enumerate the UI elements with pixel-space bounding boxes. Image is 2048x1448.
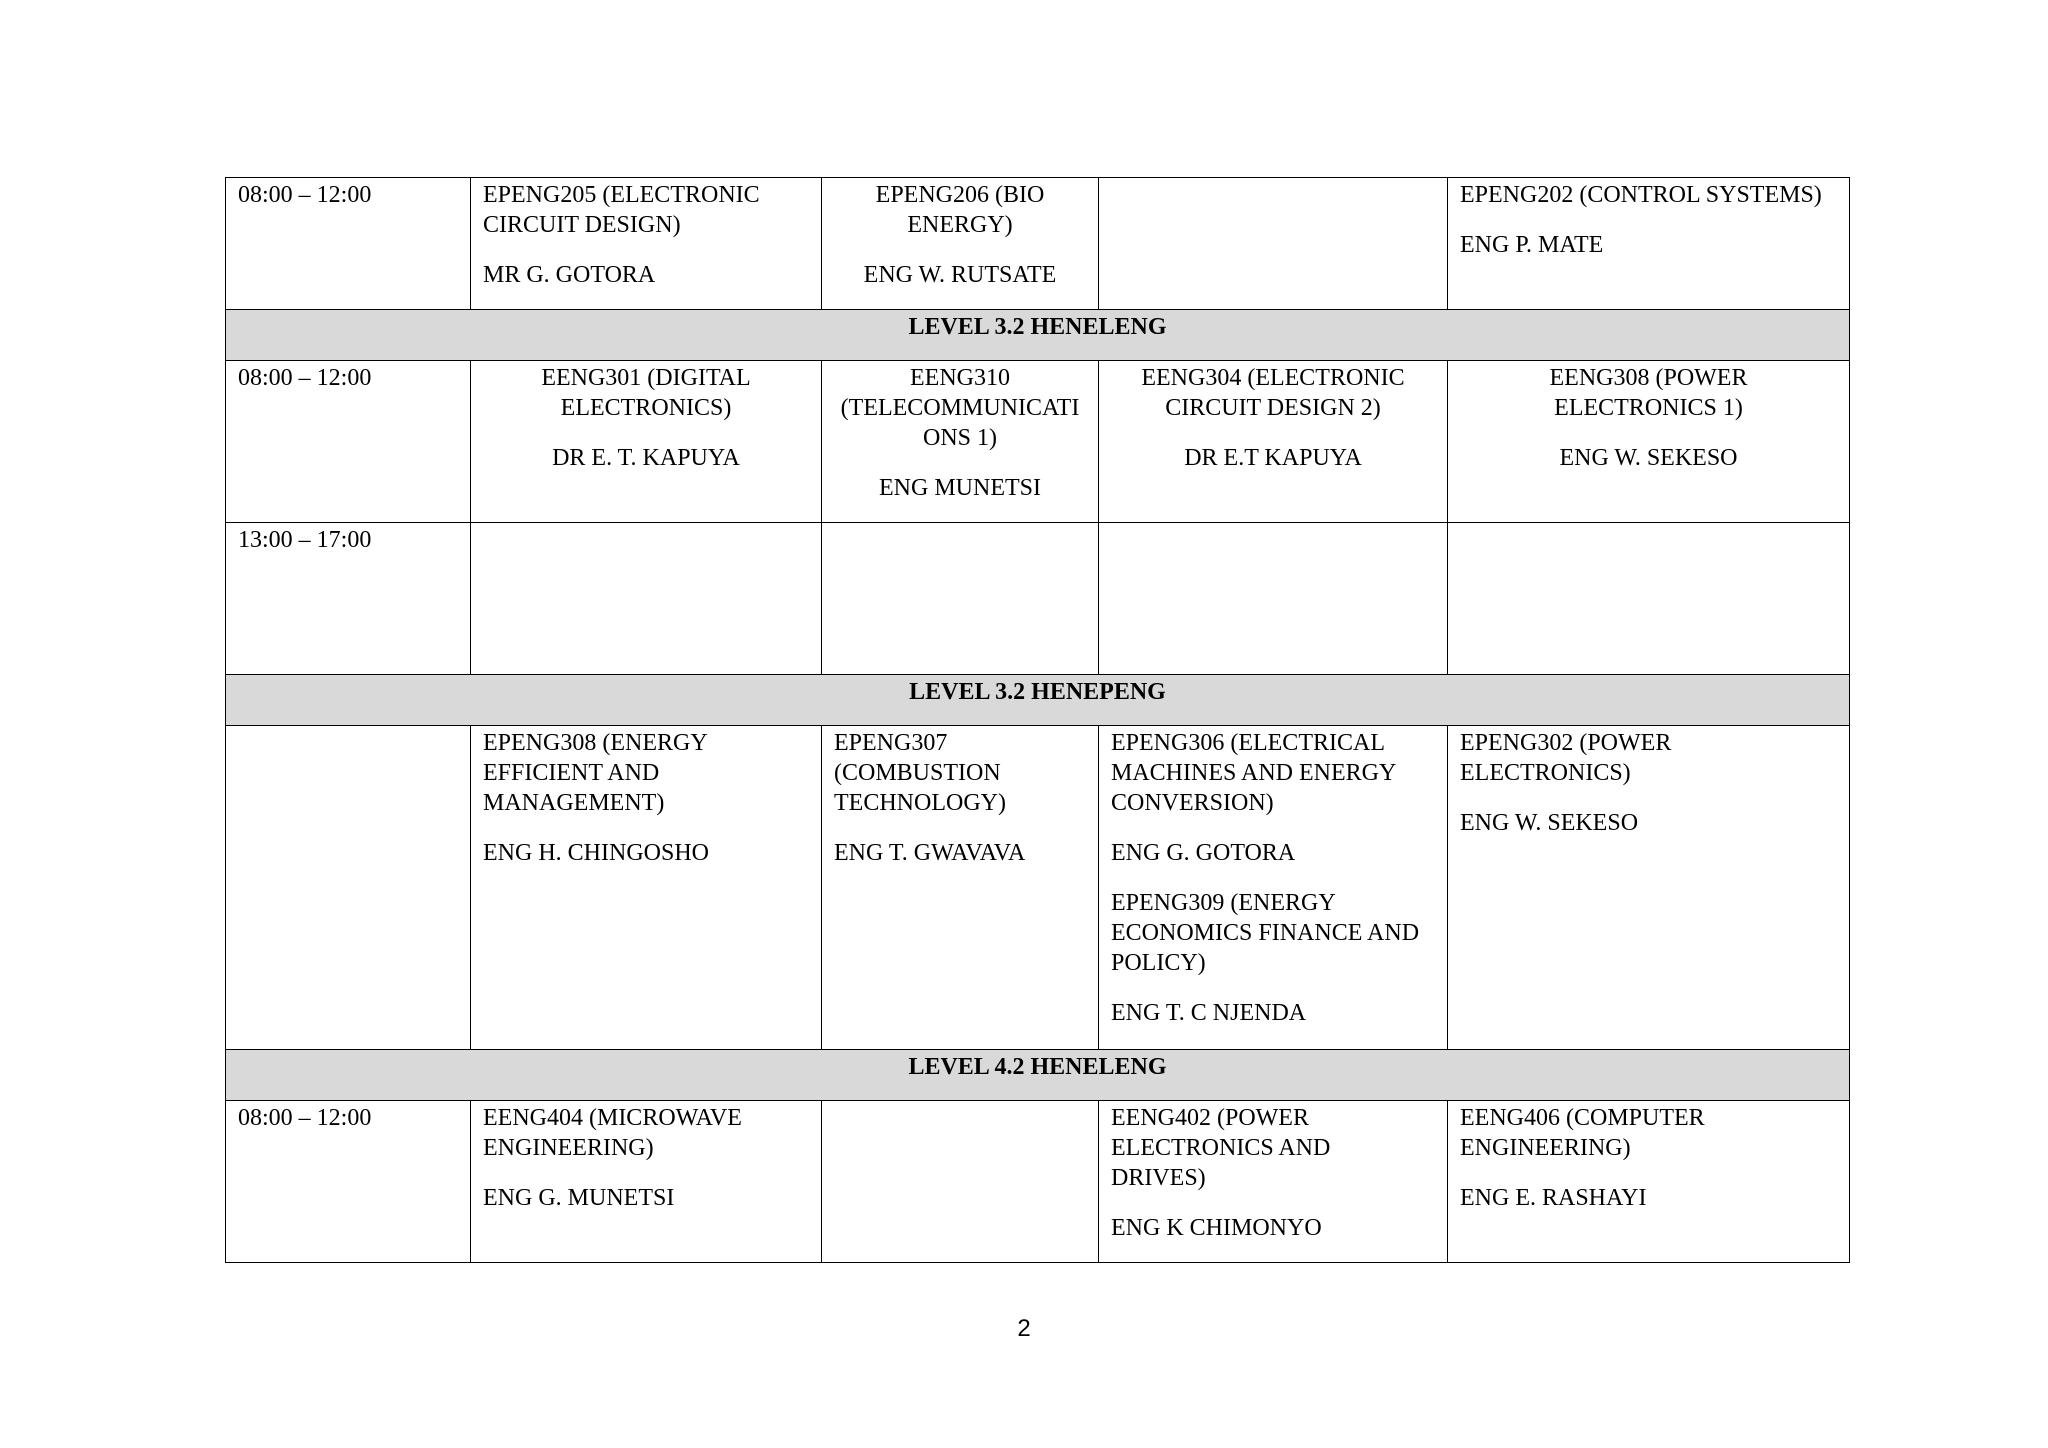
lecturer-name: ENG T. C NJENDA bbox=[1111, 1000, 1307, 1026]
course-cell bbox=[1099, 726, 1448, 1050]
lecturer-name: MR G. GOTORA bbox=[483, 262, 656, 288]
course-title: EPENG308 (ENERGY EFFICIENT AND MANAGEMENT) bbox=[483, 730, 708, 816]
page-number: 2 bbox=[1017, 1315, 1031, 1342]
level-3-2-henepeng-header bbox=[226, 675, 1850, 726]
course-title: EPENG309 (ENERGY ECONOMICS FINANCE AND POLICY) bbox=[1111, 890, 1420, 976]
lecturer-name: DR E. T. KAPUYA bbox=[552, 445, 740, 471]
time-slot-cell bbox=[226, 523, 471, 675]
time-slot-cell bbox=[226, 726, 471, 1050]
course-title: EPENG306 (ELECTRICAL MACHINES AND ENERGY CONVERSION) bbox=[1111, 730, 1397, 816]
course-cell bbox=[822, 523, 1099, 675]
course-cell bbox=[822, 361, 1099, 523]
course-title: EPENG302 (POWER ELECTRONICS) bbox=[1460, 730, 1672, 786]
course-cell bbox=[471, 726, 822, 1050]
lecturer-name: DR E.T KAPUYA bbox=[1184, 445, 1362, 471]
row-level-3-2-henepeng bbox=[226, 726, 1850, 1050]
course-cell bbox=[1448, 726, 1850, 1050]
row-level-3-2-heneleng-afternoon bbox=[226, 523, 1850, 675]
level-3-2-heneleng-header bbox=[226, 310, 1850, 361]
course-cell bbox=[1099, 361, 1448, 523]
course-title: EPENG202 (CONTROL SYSTEMS) bbox=[1460, 182, 1822, 208]
level-4-2-heneleng-header bbox=[226, 1050, 1850, 1101]
exam-timetable bbox=[225, 177, 1850, 1263]
course-cell bbox=[471, 1101, 822, 1263]
course-cell bbox=[471, 523, 822, 675]
lecturer-name: ENG W. RUTSATE bbox=[863, 262, 1057, 288]
lecturer-name: ENG K CHIMONYO bbox=[1111, 1215, 1322, 1241]
course-title: EPENG206 (BIO ENERGY) bbox=[875, 182, 1045, 238]
course-title: EPENG307 (COMBUSTION TECHNOLOGY) bbox=[834, 730, 1006, 816]
course-cell bbox=[471, 361, 822, 523]
time-slot-cell bbox=[226, 361, 471, 523]
course-title: EPENG205 (ELECTRONIC CIRCUIT DESIGN) bbox=[483, 182, 760, 238]
time-slot-text: 13:00 – 17:00 bbox=[238, 527, 372, 553]
course-cell bbox=[1448, 1101, 1850, 1263]
level-header: LEVEL 3.2 HENEPENG bbox=[226, 675, 1850, 726]
time-slot-text: 08:00 – 12:00 bbox=[238, 365, 372, 391]
course-title: EENG310 (TELECOMMUNICATI ONS 1) bbox=[840, 365, 1080, 451]
course-cell bbox=[822, 1101, 1099, 1263]
course-title: EENG402 (POWER ELECTRONICS AND DRIVES) bbox=[1111, 1105, 1331, 1191]
course-cell bbox=[471, 178, 822, 310]
course-cell bbox=[1099, 523, 1448, 675]
row-level-2-2-epeng-morning bbox=[226, 178, 1850, 310]
row-level-3-2-heneleng-morning bbox=[226, 361, 1850, 523]
course-title: EENG308 (POWER ELECTRONICS 1) bbox=[1549, 365, 1748, 421]
lecturer-name: ENG G. MUNETSI bbox=[483, 1185, 675, 1211]
time-slot-cell bbox=[226, 1101, 471, 1263]
course-cell bbox=[1099, 178, 1448, 310]
lecturer-name: ENG T. GWAVAVA bbox=[834, 840, 1026, 866]
time-slot-text: 08:00 – 12:00 bbox=[238, 1105, 372, 1131]
row-level-4-2-heneleng-morning bbox=[226, 1101, 1850, 1263]
course-title: EENG304 (ELECTRONIC CIRCUIT DESIGN 2) bbox=[1141, 365, 1405, 421]
lecturer-name: ENG G. GOTORA bbox=[1111, 840, 1296, 866]
course-cell bbox=[822, 726, 1099, 1050]
time-slot-cell bbox=[226, 178, 471, 310]
time-slot-text: 08:00 – 12:00 bbox=[238, 182, 372, 208]
timetable-body bbox=[226, 178, 1850, 1263]
course-title: EENG301 (DIGITAL ELECTRONICS) bbox=[541, 365, 751, 421]
lecturer-name: ENG P. MATE bbox=[1460, 232, 1604, 258]
lecturer-name: ENG MUNETSI bbox=[879, 475, 1041, 501]
course-cell bbox=[1448, 361, 1850, 523]
course-cell bbox=[822, 178, 1099, 310]
course-cell bbox=[1448, 523, 1850, 675]
lecturer-name: ENG E. RASHAYI bbox=[1460, 1185, 1647, 1211]
course-title: EENG404 (MICROWAVE ENGINEERING) bbox=[483, 1105, 742, 1161]
course-title: EENG406 (COMPUTER ENGINEERING) bbox=[1460, 1105, 1705, 1161]
lecturer-name: ENG W. SEKESO bbox=[1559, 445, 1738, 471]
lecturer-name: ENG H. CHINGOSHO bbox=[483, 840, 709, 866]
level-header: LEVEL 4.2 HENELENG bbox=[226, 1050, 1850, 1101]
course-cell bbox=[1448, 178, 1850, 310]
level-header: LEVEL 3.2 HENELENG bbox=[226, 310, 1850, 361]
lecturer-name: ENG W. SEKESO bbox=[1460, 810, 1639, 836]
course-cell bbox=[1099, 1101, 1448, 1263]
